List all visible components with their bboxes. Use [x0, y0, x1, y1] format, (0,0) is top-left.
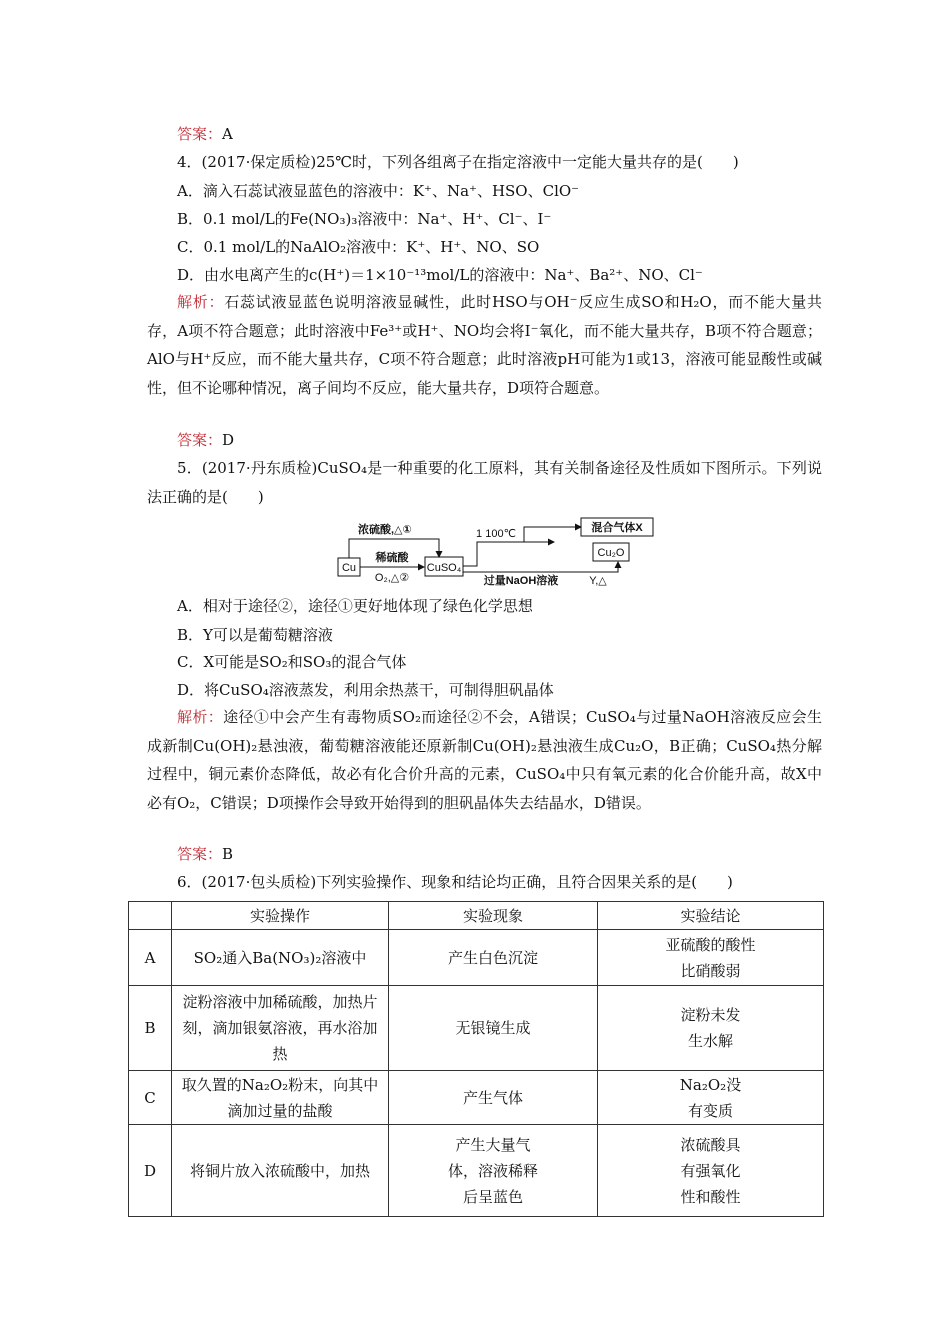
table-row	[129, 986, 824, 1071]
q4-option-c: C．0.1 mol/L的NaAlO₂溶液中：K⁺、H⁺、NO、SO	[177, 238, 540, 256]
header-cell: 实验现象	[389, 902, 598, 930]
q5-answer: 答案：B	[177, 845, 234, 863]
table-header-row	[129, 902, 824, 930]
row-conclusion: 淀粉未发生水解	[598, 986, 824, 1071]
q4-stem: 4．(2017·保定质检)25℃时，下列各组离子在指定溶液中一定能大量共存的是( )	[177, 153, 739, 171]
row-conclusion: 亚硫酸的酸性比硝酸弱	[598, 930, 824, 986]
table-row	[129, 1071, 824, 1125]
q4-option-a: A．滴入石蕊试液显蓝色的溶液中：K⁺、Na⁺、HSO、ClO⁻	[177, 182, 580, 200]
row-id: C	[129, 1071, 172, 1125]
row-operation: SO₂通入Ba(NO₃)₂溶液中	[172, 930, 389, 986]
row-conclusion: 浓硫酸具有强氧化性和酸性	[598, 1125, 824, 1217]
mixed-gas-label: 混合气体X	[591, 522, 643, 534]
experiment-table	[128, 901, 824, 1217]
cu-label: Cu	[341, 562, 357, 574]
q3-answer: 答案：A	[177, 125, 233, 143]
row-phenomenon: 产生大量气体，溶液稀释后呈蓝色	[389, 1125, 598, 1217]
row-id: A	[129, 930, 172, 986]
route2-top-label: 稀硫酸	[375, 552, 409, 564]
cu2o-label: Cu₂O	[597, 547, 625, 559]
q5-option-c: C．X可能是SO₂和SO₃的混合气体	[177, 653, 407, 671]
y-label: Y,△	[589, 575, 607, 587]
q5-stem: 5．(2017·丹东质检)CuSO₄是一种重要的化工原料，其有关制备途径及性质如下图所示。下列说法正确的是( )	[147, 459, 822, 506]
row-phenomenon: 无银镜生成	[389, 986, 598, 1071]
q4-option-b: B．0.1 mol/L的Fe(NO₃)₃溶液中：Na⁺、H⁺、Cl⁻、I⁻	[177, 210, 552, 228]
q4-option-d: D．由水电离产生的c(H⁺)＝1×10⁻¹³mol/L的溶液中：Na⁺、Ba²⁺、NO、Cl⁻	[177, 266, 703, 284]
q5-option-d: D．将CuSO₄溶液蒸发，利用余热蒸干，可制得胆矾晶体	[177, 681, 554, 699]
temp-label: 1 100℃	[476, 528, 516, 540]
route2-bottom-label: O₂,△②	[374, 572, 410, 584]
header-cell: 实验结论	[598, 902, 824, 930]
naoh-arrow	[463, 562, 618, 572]
q5-analysis: 解析：途径①中会产生有毒物质SO₂而途径②不会，A错误；CuSO₄与过量NaOH溶液反应会生成新制Cu(OH)₂悬浊液，葡萄糖溶液能还原新制Cu(OH)₂悬浊液生成Cu₂O，B正确；CuSO₄热分解过程中，铜元素价态降低，故必有化合价升高的元素，CuSO₄中只有氧元素的化合价能升高，故X中必有O₂，C错误；D项操作会导致开始得到的胆矾晶体失去结晶水，D错误。	[147, 708, 822, 812]
row-operation: 淀粉溶液中加稀硫酸，加热片刻，滴加银氨溶液，再水浴加热	[172, 986, 389, 1071]
route1-label: 浓硫酸,△①	[358, 524, 412, 536]
q6-stem: 6．(2017·包头质检)下列实验操作、现象和结论均正确，且符合因果关系的是( )	[177, 873, 733, 891]
naoh-label: 过量NaOH溶液	[483, 575, 559, 587]
table-row	[129, 1125, 824, 1217]
cuso4-flow-diagram	[336, 516, 656, 588]
row-phenomenon: 产生白色沉淀	[389, 930, 598, 986]
q5-option-b: B．Y可以是葡萄糖溶液	[177, 626, 333, 644]
q5-option-a: A．相对于途径②，途径①更好地体现了绿色化学思想	[177, 597, 533, 615]
header-cell	[129, 902, 172, 930]
row-id: B	[129, 986, 172, 1071]
q4-answer: 答案：D	[177, 431, 235, 449]
row-conclusion: Na₂O₂没有变质	[598, 1071, 824, 1125]
row-operation: 取久置的Na₂O₂粉末，向其中滴加过量的盐酸	[172, 1071, 389, 1125]
row-id: D	[129, 1125, 172, 1217]
row-phenomenon: 产生气体	[389, 1071, 598, 1125]
q4-analysis: 解析：石蕊试液显蓝色说明溶液显碱性，此时HSO与OH⁻反应生成SO和H₂O，而不能大量共存，A项不符合题意；此时溶液中Fe³⁺或H⁺、NO均会将I⁻氧化，而不能大量共存，B项不符合题意；AlO与H⁺反应，而不能大量共存，C项不符合题意；此时溶液pH可能为1或13，溶液可能显酸性或碱性，但不论哪种情况，离子间均不反应，能大量共存，D项符合题意。	[147, 293, 822, 397]
header-cell: 实验操作	[172, 902, 389, 930]
table-row	[129, 930, 824, 986]
cuso4-label: CuSO₄	[426, 562, 462, 574]
row-operation: 将铜片放入浓硫酸中，加热	[172, 1125, 389, 1217]
